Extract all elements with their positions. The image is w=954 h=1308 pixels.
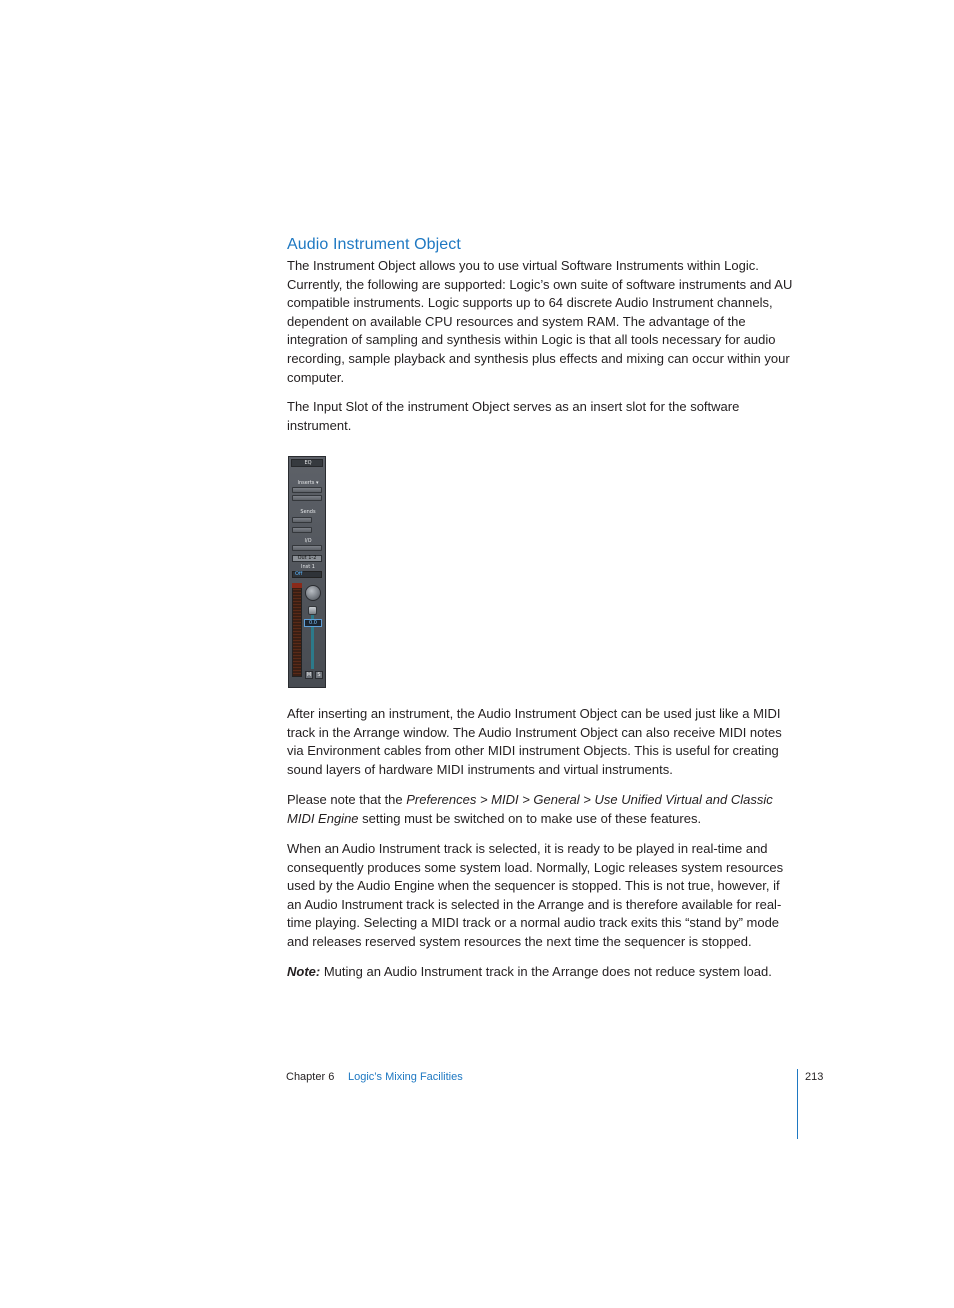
eq-label: EQ <box>304 460 312 466</box>
system-load-paragraph: When an Audio Instrument track is selected, it is ready to be played in real-time and consequently produces some system load. Normally, Logic releases system resources used by the Audio Engine when the sequencer is stopped. This is not true, however, if an Audio Instrument track is selected in the Arrange and is therefore available for real-time playing. Selecting a MIDI track or a normal audio track exits this “stand by” mode and releases reserved system resources the next time the sequencer is stopped. <box>287 841 784 949</box>
note-paragraph <box>287 963 797 982</box>
channel-strip-figure <box>288 456 326 688</box>
volume-fader-cap <box>308 606 317 615</box>
input-slot-paragraph: The Input Slot of the instrument Object serves as an insert slot for the software instrument. <box>287 399 740 433</box>
volume-fader-track <box>311 607 314 669</box>
preferences-text-post: setting must be switched on to make use of these features. <box>358 810 702 826</box>
section-heading: Audio Instrument Object <box>287 236 461 253</box>
level-meter <box>292 583 302 677</box>
usage-paragraph: After inserting an instrument, the Audio Instrument Object can be used just like a MIDI track in the Arrange window. The Audio Instrument Object can also receive MIDI notes via Environment cables from other MIDI instrument Objects. This is useful for creating sound layers of hardware MIDI instruments and virtual instruments. <box>287 706 782 777</box>
footer-chapter: Chapter 6 <box>286 1071 335 1083</box>
automation-mode: Off <box>292 571 322 578</box>
solo-button: S <box>315 671 323 679</box>
volume-readout: 0.0 <box>304 619 322 627</box>
page-number: 213 <box>805 1071 824 1083</box>
note-label: Note: <box>287 964 321 979</box>
footer-divider <box>797 1069 798 1139</box>
preferences-paragraph <box>287 791 797 828</box>
footer-chapter-title: Logic’s Mixing Facilities <box>348 1071 463 1083</box>
send-slot-2 <box>292 527 312 533</box>
note-text: Muting an Audio Instrument track in the Arrange does not reduce system load. <box>320 964 772 979</box>
sends-label: Sends <box>300 509 316 515</box>
preferences-text-pre: Please note that the <box>287 792 407 807</box>
preferences-path: Preferences > MIDI > General > Use Unified Virtual and Classic MIDI Engine <box>287 792 773 826</box>
intro-paragraph: The Instrument Object allows you to use virtual Software Instruments within Logic. Currently, the following are supported: Logic’s own suite of software instruments and AU compatible instruments. Logic supports up to 64 discrete Audio Instrument channels, dependent on available CPU resources and system RAM. The advantage of the integration of sampling and synthesis within Logic is that all tools necessary for audio recording, sample playback and synthesis plus effects and mixing can occur within your computer. <box>287 258 793 385</box>
output-slot: Out 1-2 <box>292 555 322 562</box>
pan-knob <box>305 585 321 601</box>
meter-peak <box>292 583 302 588</box>
io-label: I/O <box>304 538 312 544</box>
insert-slot-2 <box>292 495 322 501</box>
channel-name: Inst 1 <box>301 564 315 570</box>
mute-button: M <box>306 672 312 678</box>
send-slot-1 <box>292 517 312 523</box>
input-slot <box>292 545 322 551</box>
insert-slot-1 <box>292 487 322 493</box>
inserts-label: Inserts ▾ <box>297 480 319 486</box>
